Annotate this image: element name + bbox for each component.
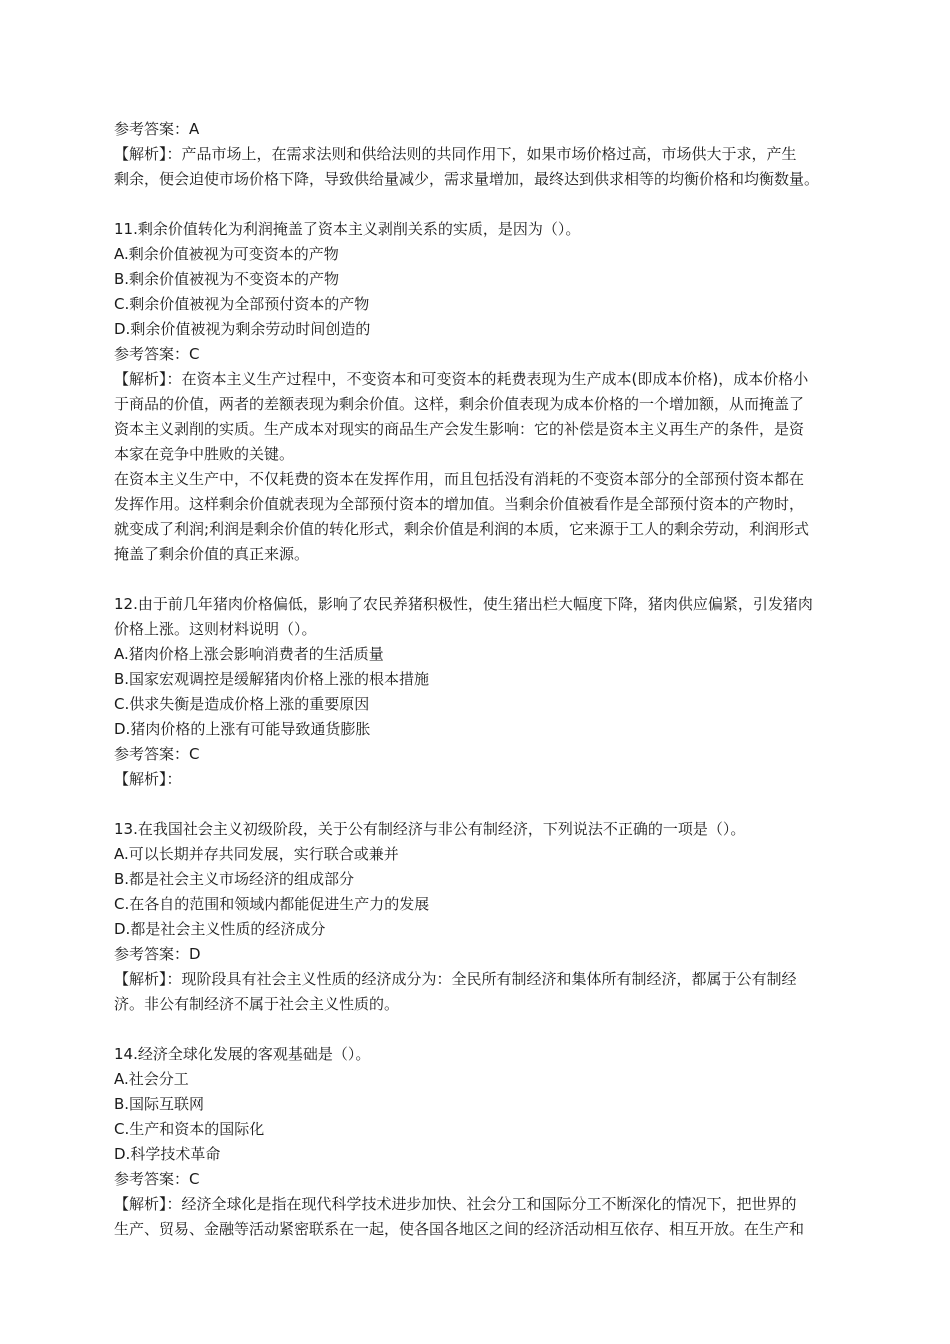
q11-option-d: D.剩余价值被视为剩余劳动时间创造的 bbox=[114, 320, 371, 338]
analysis-text: 现阶段具有社会主义性质的经济成分为：全民所有制经济和集体所有制经济，都属于公有制经 bbox=[181, 970, 797, 988]
analysis-label: 【解析】： bbox=[114, 970, 182, 988]
q13-option-a: A.可以长期并存共同发展，实行联合或兼并 bbox=[114, 845, 399, 863]
q13-analysis-line bbox=[114, 967, 862, 992]
analysis-text: 在资本主义生产过程中，不变资本和可变资本的耗费表现为生产成本(即成本价格)，成本价格小 bbox=[181, 370, 809, 388]
q10-answer: 参考答案：A bbox=[114, 120, 200, 138]
q12-question-line: 价格上涨。这则材料说明（）。 bbox=[114, 620, 317, 638]
analysis-label: 【解析】： bbox=[114, 145, 182, 163]
analysis-text: 产品市场上，在需求法则和供给法则的共同作用下，如果市场价格过高，市场供大于求，产生 bbox=[181, 145, 797, 163]
q13-analysis-line: 济。非公有制经济不属于社会主义性质的。 bbox=[114, 995, 400, 1013]
q13-option-c: C.在各自的范围和领域内都能促进生产力的发展 bbox=[114, 895, 430, 913]
q12-option-c: C.供求失衡是造成价格上涨的重要原因 bbox=[114, 695, 370, 713]
q11-question: 11.剩余价值转化为利润掩盖了资本主义剥削关系的实质，是因为（）。 bbox=[114, 220, 581, 238]
q12-option-d: D.猪肉价格的上涨有可能导致通货膨胀 bbox=[114, 720, 371, 738]
q12-analysis-label: 【解析】： bbox=[114, 770, 182, 788]
q14-option-a: A.社会分工 bbox=[114, 1070, 189, 1088]
spacer bbox=[114, 567, 862, 592]
q13-question: 13.在我国社会主义初级阶段，关于公有制经济与非公有制经济，下列说法不正确的一项是（）。 bbox=[114, 820, 746, 838]
q11-analysis-line: 在资本主义生产中，不仅耗费的资本在发挥作用，而且包括没有消耗的不变资本部分的全部预付资本都在 bbox=[114, 470, 805, 488]
q11-option-b: B.剩余价值被视为不变资本的产物 bbox=[114, 270, 340, 288]
q11-analysis-line: 就变成了利润;利润是剩余价值的转化形式，剩余价值是利润的本质，它来源于工人的剩余劳动，利润形式 bbox=[114, 520, 810, 538]
q10-analysis-line: 剩余，便会迫使市场价格下降，导致供给量减少，需求量增加，最终达到供求相等的均衡价格和均衡数量。 bbox=[114, 170, 820, 188]
spacer bbox=[114, 192, 862, 217]
q12-option-b: B.国家宏观调控是缓解猪肉价格上涨的根本措施 bbox=[114, 670, 430, 688]
q10-analysis-line bbox=[114, 142, 862, 167]
q11-analysis-line: 于商品的价值，两者的差额表现为剩余价值。这样，剩余价值表现为成本价格的一个增加额，从而掩盖了 bbox=[114, 395, 805, 413]
q14-option-c: C.生产和资本的国际化 bbox=[114, 1120, 265, 1138]
q11-analysis-line: 发挥作用。这样剩余价值就表现为全部预付资本的增加值。当剩余价值被看作是全部预付资本的产物时， bbox=[114, 495, 805, 513]
document-body bbox=[114, 117, 862, 1242]
spacer bbox=[114, 1017, 862, 1042]
q12-option-a: A.猪肉价格上涨会影响消费者的生活质量 bbox=[114, 645, 384, 663]
q11-analysis-line bbox=[114, 367, 862, 392]
q14-analysis-line bbox=[114, 1192, 862, 1217]
spacer bbox=[114, 792, 862, 817]
q14-answer: 参考答案：C bbox=[114, 1170, 200, 1188]
q11-option-a: A.剩余价值被视为可变资本的产物 bbox=[114, 245, 339, 263]
analysis-label: 【解析】： bbox=[114, 370, 182, 388]
q13-answer: 参考答案：D bbox=[114, 945, 201, 963]
q14-analysis-line: 生产、贸易、金融等活动紧密联系在一起，使各国各地区之间的经济活动相互依存、相互开放。在生产和 bbox=[114, 1220, 805, 1238]
q13-option-b: B.都是社会主义市场经济的组成部分 bbox=[114, 870, 355, 888]
q12-question-line: 12.由于前几年猪肉价格偏低，影响了农民养猪积极性，使生猪出栏大幅度下降，猪肉供应偏紧，引发猪肉 bbox=[114, 595, 813, 613]
analysis-label: 【解析】： bbox=[114, 1195, 182, 1213]
q12-answer: 参考答案：C bbox=[114, 745, 200, 763]
q14-question: 14.经济全球化发展的客观基础是（）。 bbox=[114, 1045, 371, 1063]
q11-option-c: C.剩余价值被视为全部预付资本的产物 bbox=[114, 295, 370, 313]
q11-answer: 参考答案：C bbox=[114, 345, 200, 363]
q14-option-d: D.科学技术革命 bbox=[114, 1145, 221, 1163]
q11-analysis-line: 资本主义剥削的实质。生产成本对现实的商品生产会发生影响：它的补偿是资本主义再生产的条件，是资 bbox=[114, 420, 805, 438]
analysis-text: 经济全球化是指在现代科学技术进步加快、社会分工和国际分工不断深化的情况下，把世界的 bbox=[181, 1195, 797, 1213]
q13-option-d: D.都是社会主义性质的经济成分 bbox=[114, 920, 326, 938]
q11-analysis-line: 掩盖了剩余价值的真正来源。 bbox=[114, 545, 310, 563]
q11-analysis-line: 本家在竞争中胜败的关键。 bbox=[114, 445, 295, 463]
q14-option-b: B.国际互联网 bbox=[114, 1095, 205, 1113]
